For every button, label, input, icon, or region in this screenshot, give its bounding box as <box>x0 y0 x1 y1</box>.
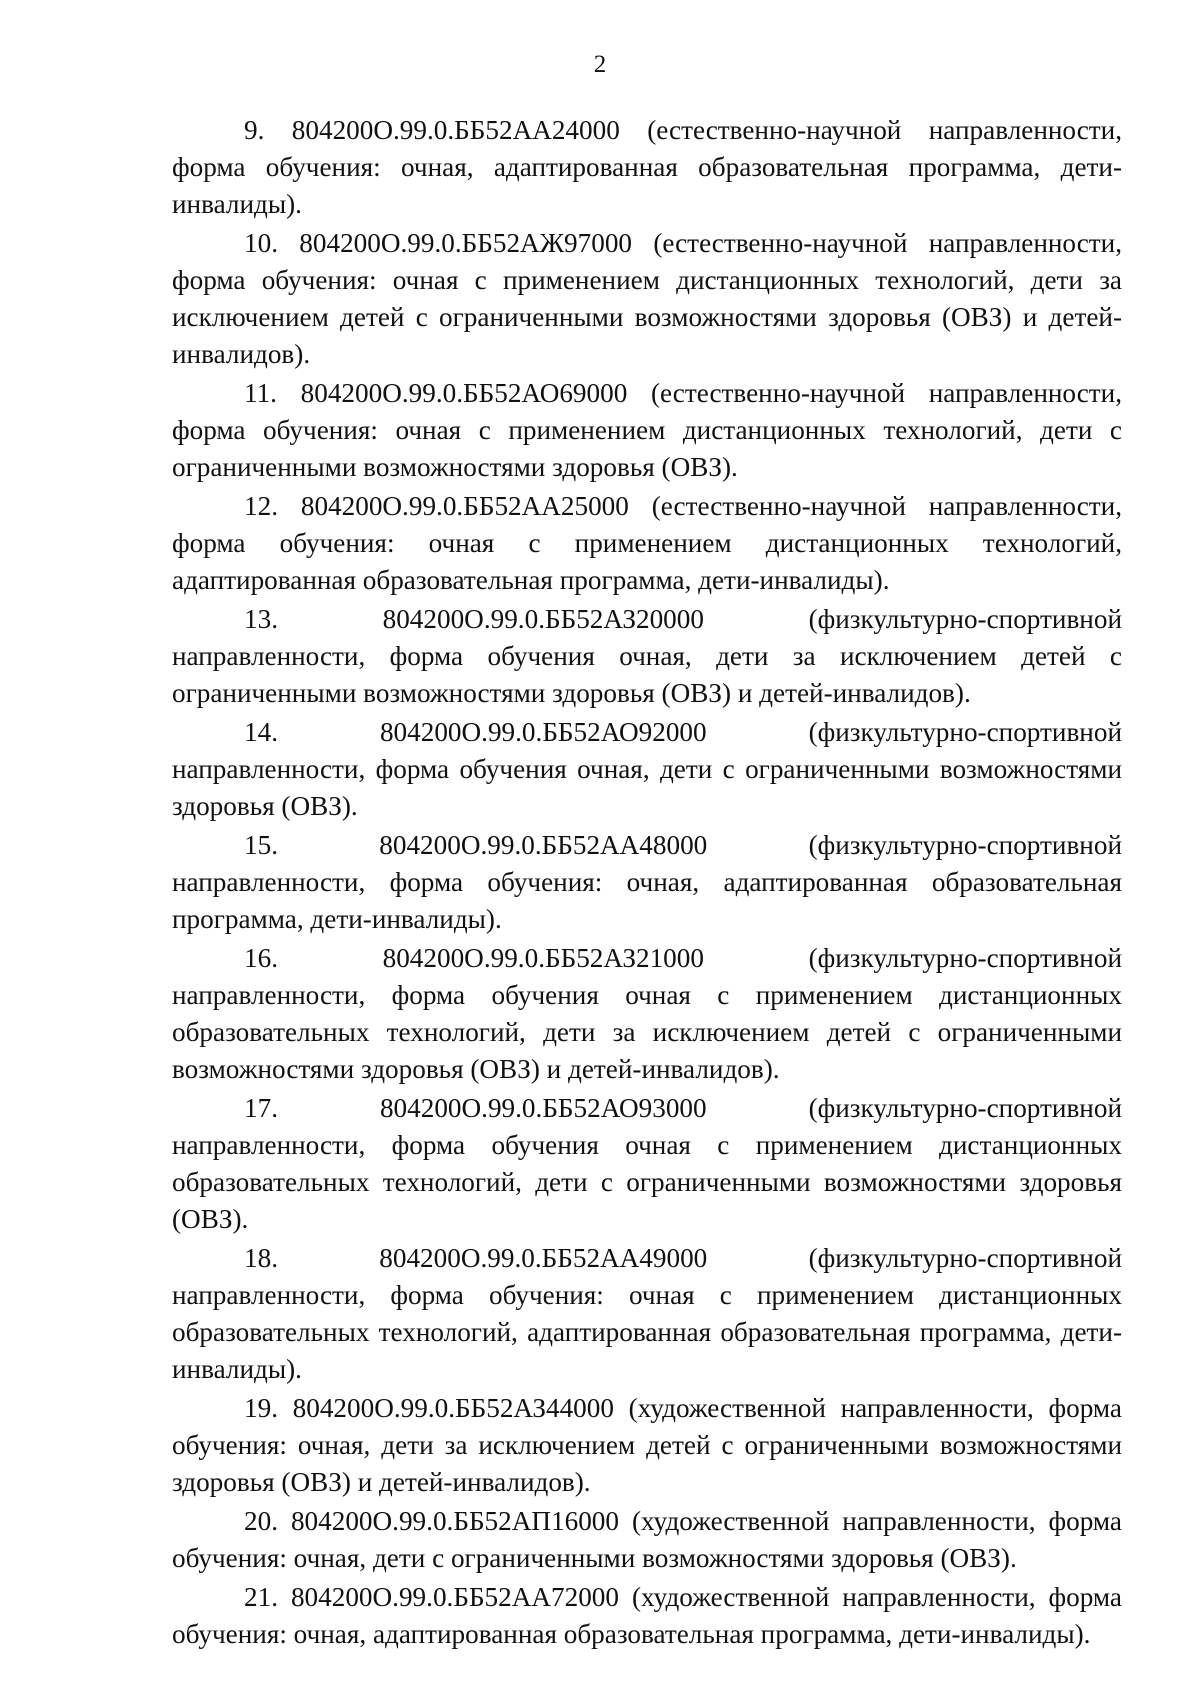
paragraph-item-13: 13. 804200О.99.0.ББ52АЗ20000 (физкультурно-спортивной направленности, форма обучения очная, дети за исключением детей с ограниченными возможностями здоровья (ОВЗ) и детей-инвалидов). <box>172 604 1122 708</box>
paragraph-item-14: 14. 804200О.99.0.ББ52АО92000 (физкультурно-спортивной направленности, форма обучения очная, дети с ограниченными возможностями здоровья (ОВЗ). <box>172 717 1122 821</box>
page-number: 2 <box>593 51 607 78</box>
paragraph-item-11: 11. 804200О.99.0.ББ52АО69000 (естественно-научной направленности, форма обучения: очная с применением дистанционных технологий, дети с ограниченными возможностями здоровья (ОВЗ). <box>172 378 1122 482</box>
paragraph-item-10: 10. 804200О.99.0.ББ52АЖ97000 (естественно-научной направленности, форма обучения: очная с применением дистанционных технологий, дети за исключением детей с ограниченными возможностями здоровья (ОВЗ) и детей-инвалидов). <box>172 228 1122 369</box>
paragraph-item-16: 16. 804200О.99.0.ББ52АЗ21000 (физкультурно-спортивной направленности, форма обучения очная с применением дистанционных образовательных технологий, дети за исключением детей с ограниченными возможностями здоровья (ОВЗ) и детей-инвалидов). <box>172 943 1122 1084</box>
paragraph-item-18: 18. 804200О.99.0.ББ52АА49000 (физкультурно-спортивной направленности, форма обучения: очная с применением дистанционных образовательных технологий, адаптированная образовательная программа, дети-инвалиды). <box>172 1243 1122 1384</box>
paragraph-item-17: 17. 804200О.99.0.ББ52АО93000 (физкультурно-спортивной направленности, форма обучения очная с применением дистанционных образовательных технологий, дети с ограниченными возможностями здоровья (ОВЗ). <box>172 1093 1122 1234</box>
document-body <box>172 112 1122 1655</box>
paragraph-item-9: 9. 804200О.99.0.ББ52АА24000 (естественно-научной направленности, форма обучения: очная, адаптированная образовательная программа, дети-инвалиды). <box>172 115 1122 219</box>
paragraph-item-15: 15. 804200О.99.0.ББ52АА48000 (физкультурно-спортивной направленности, форма обучения: очная, адаптированная образовательная программа, дети-инвалиды). <box>172 830 1122 934</box>
paragraph-item-19: 19. 804200О.99.0.ББ52АЗ44000 (художественной направленности, форма обучения: очная, дети за исключением детей с ограниченными возможностями здоровья (ОВЗ) и детей-инвалидов). <box>172 1393 1122 1497</box>
paragraph-item-21: 21. 804200О.99.0.ББ52АА72000 (художественной направленности, форма обучения: очная, адаптированная образовательная программа, дети-инвалиды). <box>172 1582 1122 1649</box>
paragraph-item-12: 12. 804200О.99.0.ББ52АА25000 (естественно-научной направленности, форма обучения: очная с применением дистанционных технологий, адаптированная образовательная программа, дети-инвалиды). <box>172 491 1122 595</box>
paragraph-item-20: 20. 804200О.99.0.ББ52АП16000 (художественной направленности, форма обучения: очная, дети с ограниченными возможностями здоровья (ОВЗ). <box>172 1506 1122 1573</box>
